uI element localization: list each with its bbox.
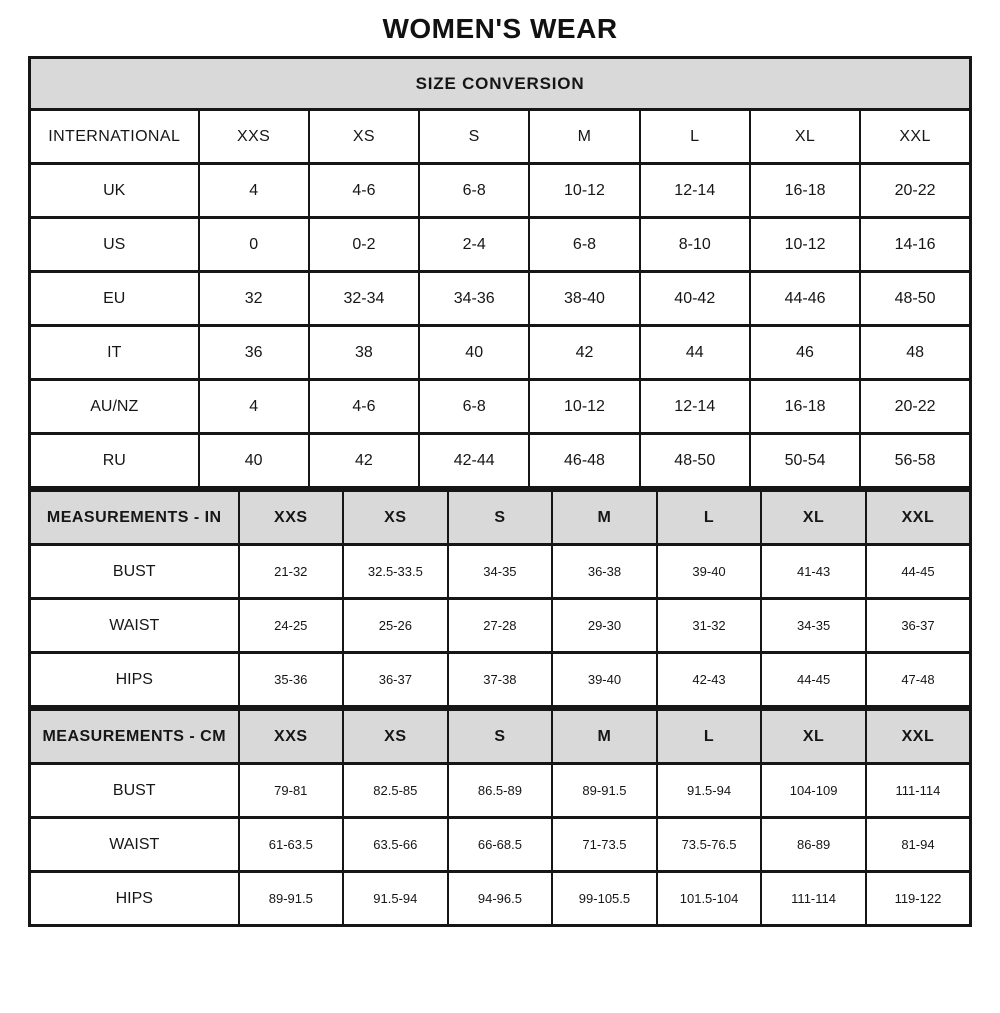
page-title: WOMEN'S WEAR (382, 13, 618, 44)
table-cell: 36-37 (866, 599, 971, 653)
table-cell: 4-6 (309, 380, 419, 434)
size-row-eu (30, 272, 971, 326)
table-cell: 20-22 (860, 380, 970, 434)
table-cell: 71-73.5 (552, 818, 657, 872)
column-header-s: S (448, 710, 553, 764)
measurements-in-row-hips (30, 653, 971, 707)
table-cell: 6-8 (419, 164, 529, 218)
table-cell: 86-89 (761, 818, 866, 872)
table-cell: 16-18 (750, 164, 860, 218)
column-header-measurements-cm: MEASUREMENTS - CM (30, 710, 239, 764)
column-header-measurements-in: MEASUREMENTS - IN (30, 491, 239, 545)
measurements-cm-row-hips (30, 872, 971, 926)
row-label: HIPS (30, 653, 239, 707)
table-cell: 46-48 (529, 434, 639, 488)
table-cell: 29-30 (552, 599, 657, 653)
measurements-in-table (28, 489, 972, 708)
row-label: BUST (30, 764, 239, 818)
row-label: RU (30, 434, 199, 488)
row-label: IT (30, 326, 199, 380)
table-cell: 39-40 (552, 653, 657, 707)
row-label: AU/NZ (30, 380, 199, 434)
table-cell: 111-114 (761, 872, 866, 926)
table-cell: 79-81 (239, 764, 344, 818)
table-cell: 44-45 (866, 545, 971, 599)
table-cell: 40 (199, 434, 309, 488)
table-cell: 10-12 (750, 218, 860, 272)
table-cell: 4-6 (309, 164, 419, 218)
table-cell: 16-18 (750, 380, 860, 434)
table-cell: 94-96.5 (448, 872, 553, 926)
table-cell: 6-8 (529, 218, 639, 272)
column-header-m: M (529, 110, 639, 164)
column-header-xxs: XXS (239, 710, 344, 764)
column-header-xl: XL (761, 710, 866, 764)
table-cell: 37-38 (448, 653, 553, 707)
table-cell: 63.5-66 (343, 818, 448, 872)
table-cell: 111-114 (866, 764, 971, 818)
table-cell: 10-12 (529, 164, 639, 218)
column-header-xxs: XXS (199, 110, 309, 164)
table-cell: 36 (199, 326, 309, 380)
table-cell: 40 (419, 326, 529, 380)
table-cell: 14-16 (860, 218, 970, 272)
table-cell: 20-22 (860, 164, 970, 218)
column-header-xxl: XXL (866, 491, 971, 545)
column-header-l: L (640, 110, 750, 164)
row-label: US (30, 218, 199, 272)
measurements-cm-table (28, 708, 972, 927)
table-cell: 48-50 (860, 272, 970, 326)
table-cell: 119-122 (866, 872, 971, 926)
table-cell: 12-14 (640, 380, 750, 434)
measurements-in-row-bust (30, 545, 971, 599)
table-cell: 38 (309, 326, 419, 380)
table-cell: 25-26 (343, 599, 448, 653)
table-cell: 46 (750, 326, 860, 380)
table-cell: 99-105.5 (552, 872, 657, 926)
table-cell: 91.5-94 (657, 764, 762, 818)
table-cell: 104-109 (761, 764, 866, 818)
column-header-s: S (448, 491, 553, 545)
table-cell: 32.5-33.5 (343, 545, 448, 599)
table-cell: 24-25 (239, 599, 344, 653)
table-cell: 42-43 (657, 653, 762, 707)
table-cell: 48-50 (640, 434, 750, 488)
row-label: EU (30, 272, 199, 326)
table-cell: 34-35 (448, 545, 553, 599)
table-cell: 44-45 (761, 653, 866, 707)
table-cell: 34-35 (761, 599, 866, 653)
size-row-ru (30, 434, 971, 488)
measurements-cm-header-row (30, 710, 971, 764)
table-cell: 34-36 (419, 272, 529, 326)
column-header-xxs: XXS (239, 491, 344, 545)
size-conversion-table (28, 56, 972, 489)
table-cell: 38-40 (529, 272, 639, 326)
table-cell: 56-58 (860, 434, 970, 488)
table-cell: 82.5-85 (343, 764, 448, 818)
table-cell: 32-34 (309, 272, 419, 326)
table-cell: 42-44 (419, 434, 529, 488)
table-cell: 2-4 (419, 218, 529, 272)
table-cell: 91.5-94 (343, 872, 448, 926)
size-conversion-header-row (30, 110, 971, 164)
column-header-xs: XS (343, 710, 448, 764)
table-cell: 27-28 (448, 599, 553, 653)
row-label: BUST (30, 545, 239, 599)
table-cell: 6-8 (419, 380, 529, 434)
column-header-m: M (552, 710, 657, 764)
table-cell: 10-12 (529, 380, 639, 434)
size-conversion-title-row (30, 58, 971, 110)
table-cell: 44 (640, 326, 750, 380)
table-cell: 42 (529, 326, 639, 380)
size-conversion-title: SIZE CONVERSION (30, 58, 971, 110)
table-cell: 81-94 (866, 818, 971, 872)
table-cell: 48 (860, 326, 970, 380)
table-cell: 89-91.5 (552, 764, 657, 818)
table-cell: 31-32 (657, 599, 762, 653)
column-header-s: S (419, 110, 529, 164)
column-header-xs: XS (309, 110, 419, 164)
table-cell: 47-48 (866, 653, 971, 707)
table-cell: 73.5-76.5 (657, 818, 762, 872)
table-cell: 86.5-89 (448, 764, 553, 818)
measurements-in-row-waist (30, 599, 971, 653)
column-header-xxl: XXL (860, 110, 970, 164)
column-header-xs: XS (343, 491, 448, 545)
table-cell: 66-68.5 (448, 818, 553, 872)
column-header-xl: XL (761, 491, 866, 545)
table-cell: 32 (199, 272, 309, 326)
table-cell: 12-14 (640, 164, 750, 218)
table-cell: 0-2 (309, 218, 419, 272)
table-cell: 36-37 (343, 653, 448, 707)
table-cell: 35-36 (239, 653, 344, 707)
measurements-in-header-row (30, 491, 971, 545)
table-cell: 101.5-104 (657, 872, 762, 926)
size-row-it (30, 326, 971, 380)
table-cell: 44-46 (750, 272, 860, 326)
column-header-m: M (552, 491, 657, 545)
size-row-aunz (30, 380, 971, 434)
row-label: HIPS (30, 872, 239, 926)
table-cell: 36-38 (552, 545, 657, 599)
table-cell: 4 (199, 164, 309, 218)
column-header-international: INTERNATIONAL (30, 110, 199, 164)
table-cell: 21-32 (239, 545, 344, 599)
row-label: UK (30, 164, 199, 218)
size-row-uk (30, 164, 971, 218)
table-cell: 4 (199, 380, 309, 434)
table-cell: 0 (199, 218, 309, 272)
row-label: WAIST (30, 818, 239, 872)
table-cell: 61-63.5 (239, 818, 344, 872)
table-cell: 50-54 (750, 434, 860, 488)
column-header-xxl: XXL (866, 710, 971, 764)
column-header-xl: XL (750, 110, 860, 164)
table-cell: 42 (309, 434, 419, 488)
table-cell: 41-43 (761, 545, 866, 599)
column-header-l: L (657, 710, 762, 764)
table-cell: 89-91.5 (239, 872, 344, 926)
table-cell: 8-10 (640, 218, 750, 272)
table-cell: 40-42 (640, 272, 750, 326)
measurements-cm-row-waist (30, 818, 971, 872)
column-header-l: L (657, 491, 762, 545)
row-label: WAIST (30, 599, 239, 653)
table-cell: 39-40 (657, 545, 762, 599)
measurements-cm-row-bust (30, 764, 971, 818)
size-row-us (30, 218, 971, 272)
